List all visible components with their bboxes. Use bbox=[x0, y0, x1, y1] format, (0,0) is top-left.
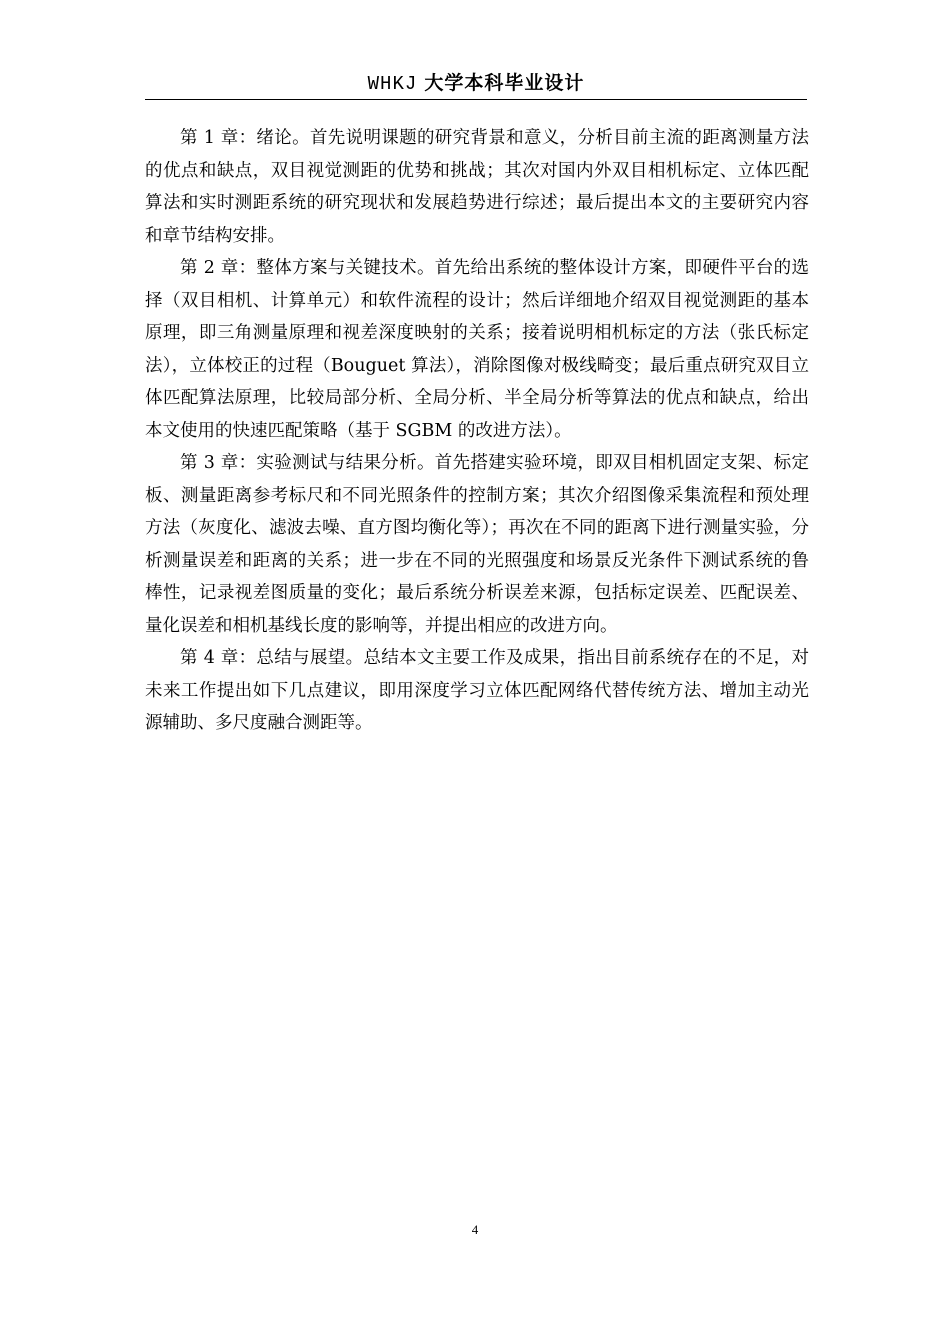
header-title: 大学本科毕业设计 bbox=[424, 72, 585, 94]
page-header bbox=[145, 66, 807, 100]
page-number: 4 bbox=[471, 1222, 479, 1237]
header-divider bbox=[145, 99, 807, 100]
paragraph-chapter-3: 第 3 章：实验测试与结果分析。首先搭建实验环境，即双目相机固定支架、标定板、测量距离参考标尺和不同光照条件的控制方案；其次介绍图像采集流程和预处理方法（灰度化、滤波去噪、直方图均衡化等）；再次在不同的距离下进行测量实验，分析测量误差和距离的关系；进一步在不同的光照强度和场景反光条件下测试系统的鲁棒性，记录视差图质量的变化；最后系统分析误差来源，包括标定误差、匹配误差、量化误差和相机基线长度的影响等，并提出相应的改进方向。 bbox=[145, 453, 809, 636]
body-text bbox=[145, 122, 809, 740]
header-latin: WHKJ bbox=[367, 73, 418, 95]
paragraph-chapter-2: 第 2 章：整体方案与关键技术。首先给出系统的整体设计方案，即硬件平台的选择（双目相机、计算单元）和软件流程的设计；然后详细地介绍双目视觉测距的基本原理，即三角测量原理和视差深度映射的关系；接着说明相机标定的方法（张氏标定法），立体校正的过程（Bouguet 算法），消除图像对极线畸变；最后重点研究双目立体匹配算法原理，比较局部分析、全局分析、半全局分析等算法的优点和缺点，给出本文使用的快速匹配策略（基于 SGBM 的改进方法）。 bbox=[145, 258, 809, 441]
paragraph-chapter-4: 第 4 章：总结与展望。总结本文主要工作及成果，指出目前系统存在的不足，对未来工作提出如下几点建议，即用深度学习立体匹配网络代替传统方法、增加主动光源辅助、多尺度融合测距等。 bbox=[145, 648, 809, 733]
paragraph-chapter-1: 第 1 章：绪论。首先说明课题的研究背景和意义，分析目前主流的距离测量方法的优点和缺点，双目视觉测距的优势和挑战；其次对国内外双目相机标定、立体匹配算法和实时测距系统的研究现状和发展趋势进行综述；最后提出本文的主要研究内容和章节结构安排。 bbox=[145, 128, 809, 246]
